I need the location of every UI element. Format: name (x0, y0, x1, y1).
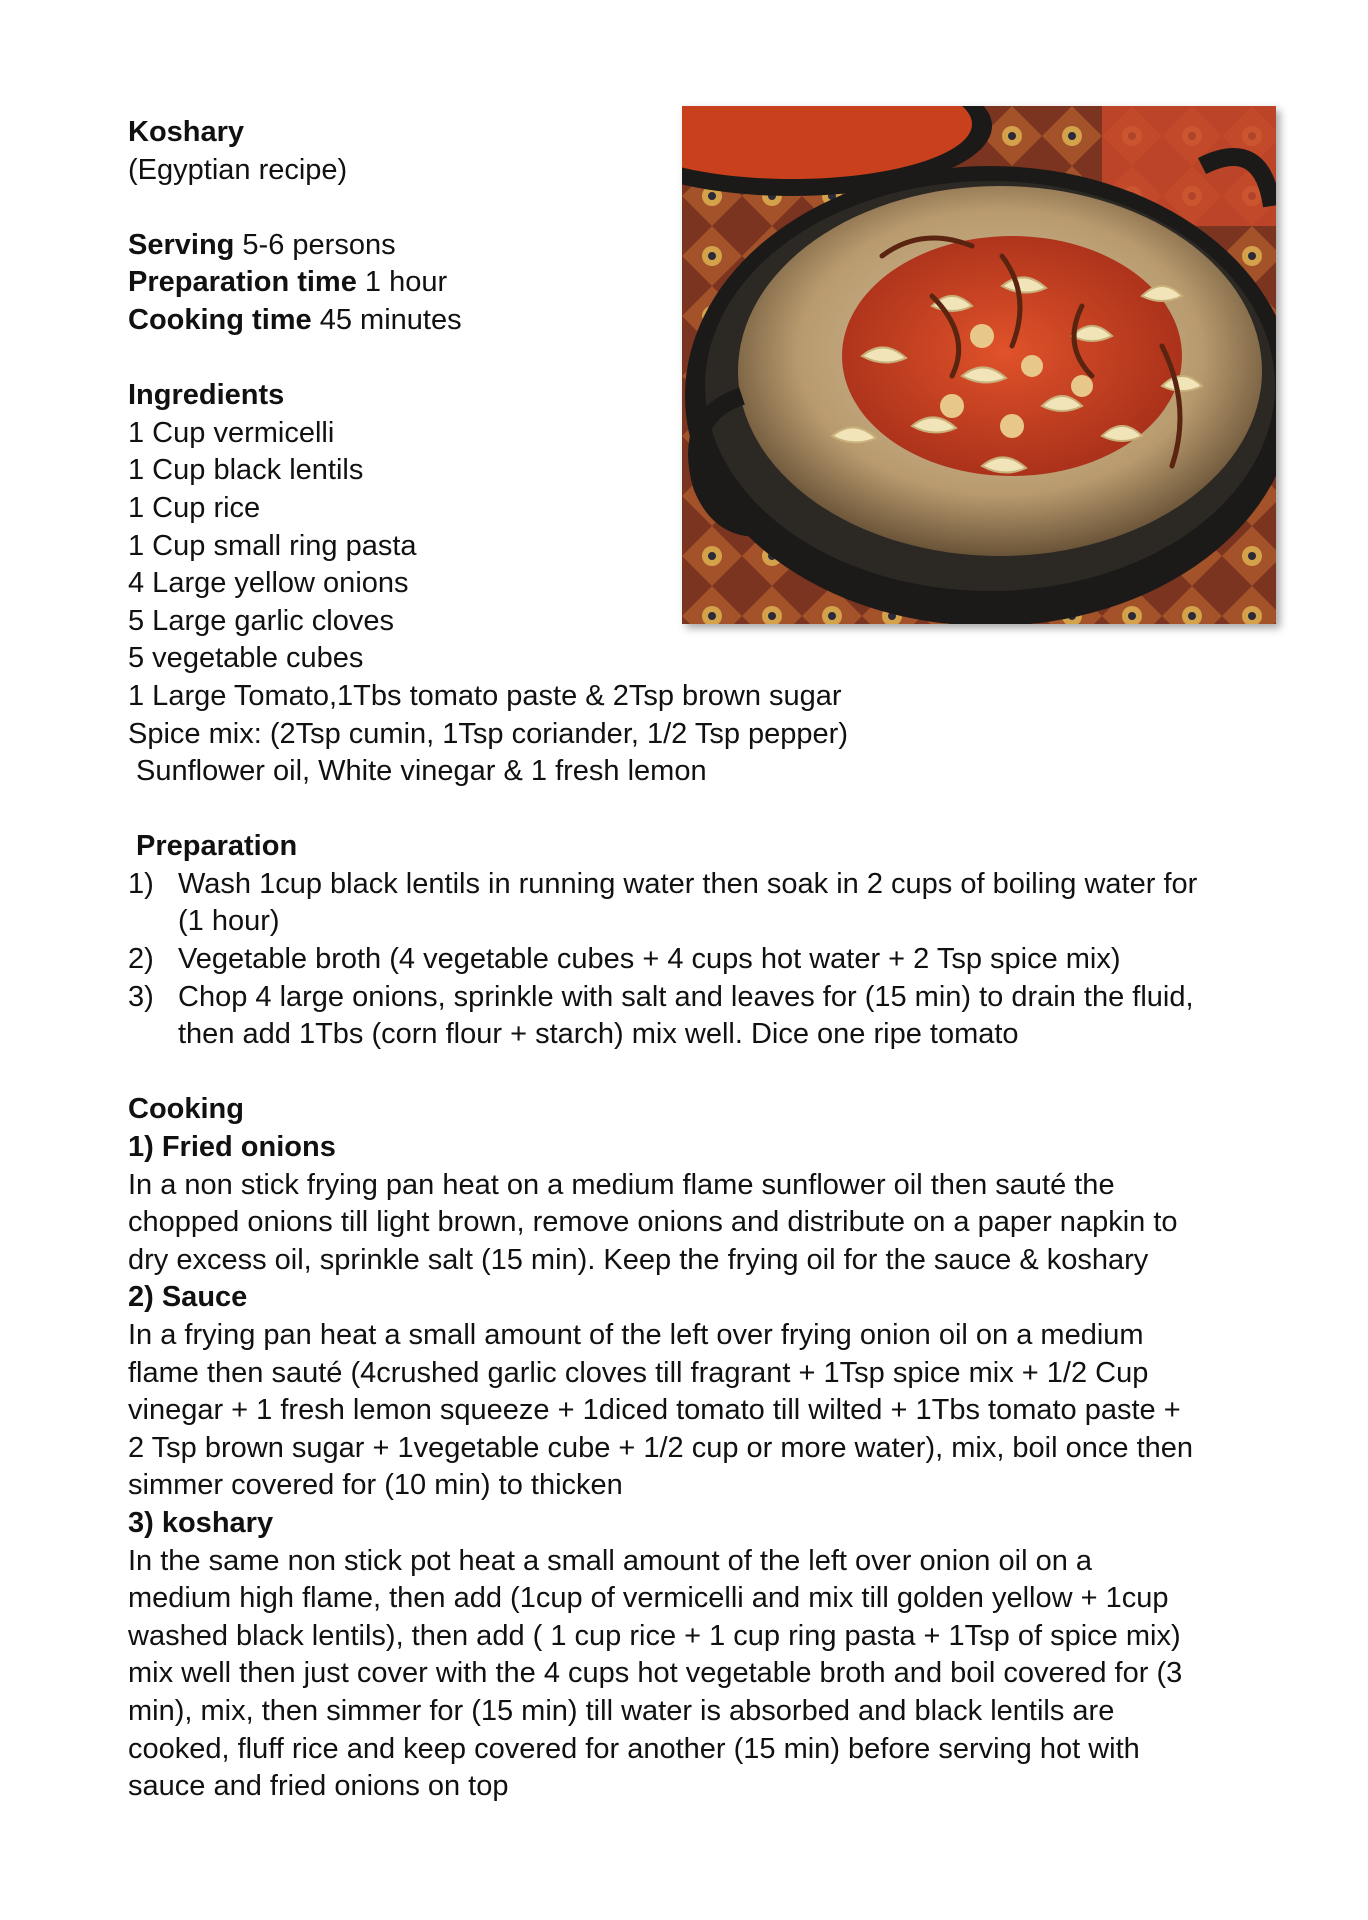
meta-prep-time (128, 264, 1258, 302)
meta-serving (128, 227, 1258, 265)
cooking-heading: Cooking (128, 1093, 244, 1126)
preparation-step (128, 979, 1258, 1054)
ingredient-item: 5 Large garlic cloves (128, 604, 394, 637)
cooking-line: In the same non stick pot heat a small amount of the left over onion oil on a (128, 1544, 1093, 1577)
ingredient-item: 4 Large yellow onions (128, 567, 409, 600)
meta-cook-time-value: 45 minutes (311, 303, 462, 336)
recipe-title: Koshary (128, 116, 245, 148)
cooking-section-koshary (128, 1505, 1258, 1806)
meta-serving-value: 5-6 persons (234, 228, 396, 261)
ingredient-item: 1 Large Tomato,1Tbs tomato paste & 2Tsp brown sugar (128, 679, 842, 712)
meta-prep-time-value: 1 hour (356, 266, 448, 299)
step-number: 3) (128, 980, 154, 1013)
meta-cook-time-label: Cooking time (128, 303, 312, 336)
meta-cook-time (128, 302, 1258, 340)
ingredient-item: 1 Cup rice (128, 491, 261, 524)
ingredient-item: Spice mix: (2Tsp cumin, 1Tsp coriander, 1/2 Tsp pepper) (128, 717, 848, 750)
ingredient-item: 1 Cup small ring pasta (128, 529, 417, 562)
preparation-heading: Preparation (136, 830, 298, 863)
cooking-line: washed black lentils), then add ( 1 cup rice + 1 cup ring pasta + 1Tsp of spice mix) (128, 1619, 1181, 1652)
cooking-section-title: 2) Sauce (128, 1281, 248, 1314)
step-line: Vegetable broth (4 vegetable cubes + 4 cups hot water + 2 Tsp spice mix) (178, 943, 1121, 976)
cooking-section-title: 1) Fried onions (128, 1131, 336, 1164)
recipe-meta (128, 227, 1258, 340)
cooking-line: medium high flame, then add (1cup of vermicelli and mix till golden yellow + 1cup (128, 1582, 1169, 1615)
step-line: Wash 1cup black lentils in running water then soak in 2 cups of boiling water for (178, 867, 1198, 900)
preparation-steps (128, 866, 1258, 1054)
cooking-section-title: 3) koshary (128, 1506, 274, 1539)
ingredient-item: 1 Cup vermicelli (128, 416, 335, 449)
cooking-section-fried-onions (128, 1129, 1258, 1279)
step-number: 1) (128, 867, 154, 900)
step-number: 2) (128, 943, 154, 976)
cooking-line: sauce and fried onions on top (128, 1770, 509, 1803)
recipe-document (128, 114, 1258, 1806)
cooking-line: min), mix, then simmer for (15 min) till water is absorbed and black lentils are (128, 1694, 1115, 1727)
cooking-section-sauce (128, 1279, 1258, 1505)
preparation-step (128, 866, 1258, 941)
step-line: Chop 4 large onions, sprinkle with salt and leaves for (15 min) to drain the fluid, (178, 980, 1194, 1013)
ingredient-item: 1 Cup black lentils (128, 454, 364, 487)
step-line: (1 hour) (178, 905, 280, 938)
cooking-line: flame then sauté (4crushed garlic cloves till fragrant + 1Tsp spice mix + 1/2 Cup (128, 1356, 1149, 1389)
cooking-line: cooked, fluff rice and keep covered for another (15 min) before serving hot with (128, 1732, 1140, 1765)
cooking-line: chopped onions till light brown, remove onions and distribute on a paper napkin to (128, 1206, 1178, 1239)
ingredients-list (128, 415, 1258, 791)
cooking-line: simmer covered for (10 min) to thicken (128, 1469, 623, 1502)
cooking-line: dry excess oil, sprinkle salt (15 min). Keep the frying oil for the sauce & koshary (128, 1243, 1149, 1276)
step-line: then add 1Tbs (corn flour + starch) mix well. Dice one ripe tomato (178, 1018, 1019, 1051)
ingredient-item: Sunflower oil, White vinegar & 1 fresh lemon (136, 755, 707, 788)
ingredients-heading: Ingredients (128, 379, 285, 412)
cooking-line: In a non stick frying pan heat on a medium flame sunflower oil then sauté the (128, 1168, 1115, 1201)
ingredient-item: 5 vegetable cubes (128, 642, 364, 675)
cooking-line: In a frying pan heat a small amount of the left over frying onion oil on a medium (128, 1319, 1144, 1351)
preparation-step (128, 941, 1258, 979)
cooking-line: vinegar + 1 fresh lemon squeeze + 1diced tomato till wilted + 1Tbs tomato paste + (128, 1394, 1181, 1427)
cooking-line: 2 Tsp brown sugar + 1vegetable cube + 1/2 cup or more water), mix, boil once then (128, 1431, 1194, 1464)
recipe-subtitle: (Egyptian recipe) (128, 153, 348, 186)
meta-serving-label: Serving (128, 228, 235, 261)
meta-prep-time-label: Preparation time (128, 266, 357, 299)
cooking-line: mix well then just cover with the 4 cups hot vegetable broth and boil covered for (3 (128, 1657, 1183, 1690)
